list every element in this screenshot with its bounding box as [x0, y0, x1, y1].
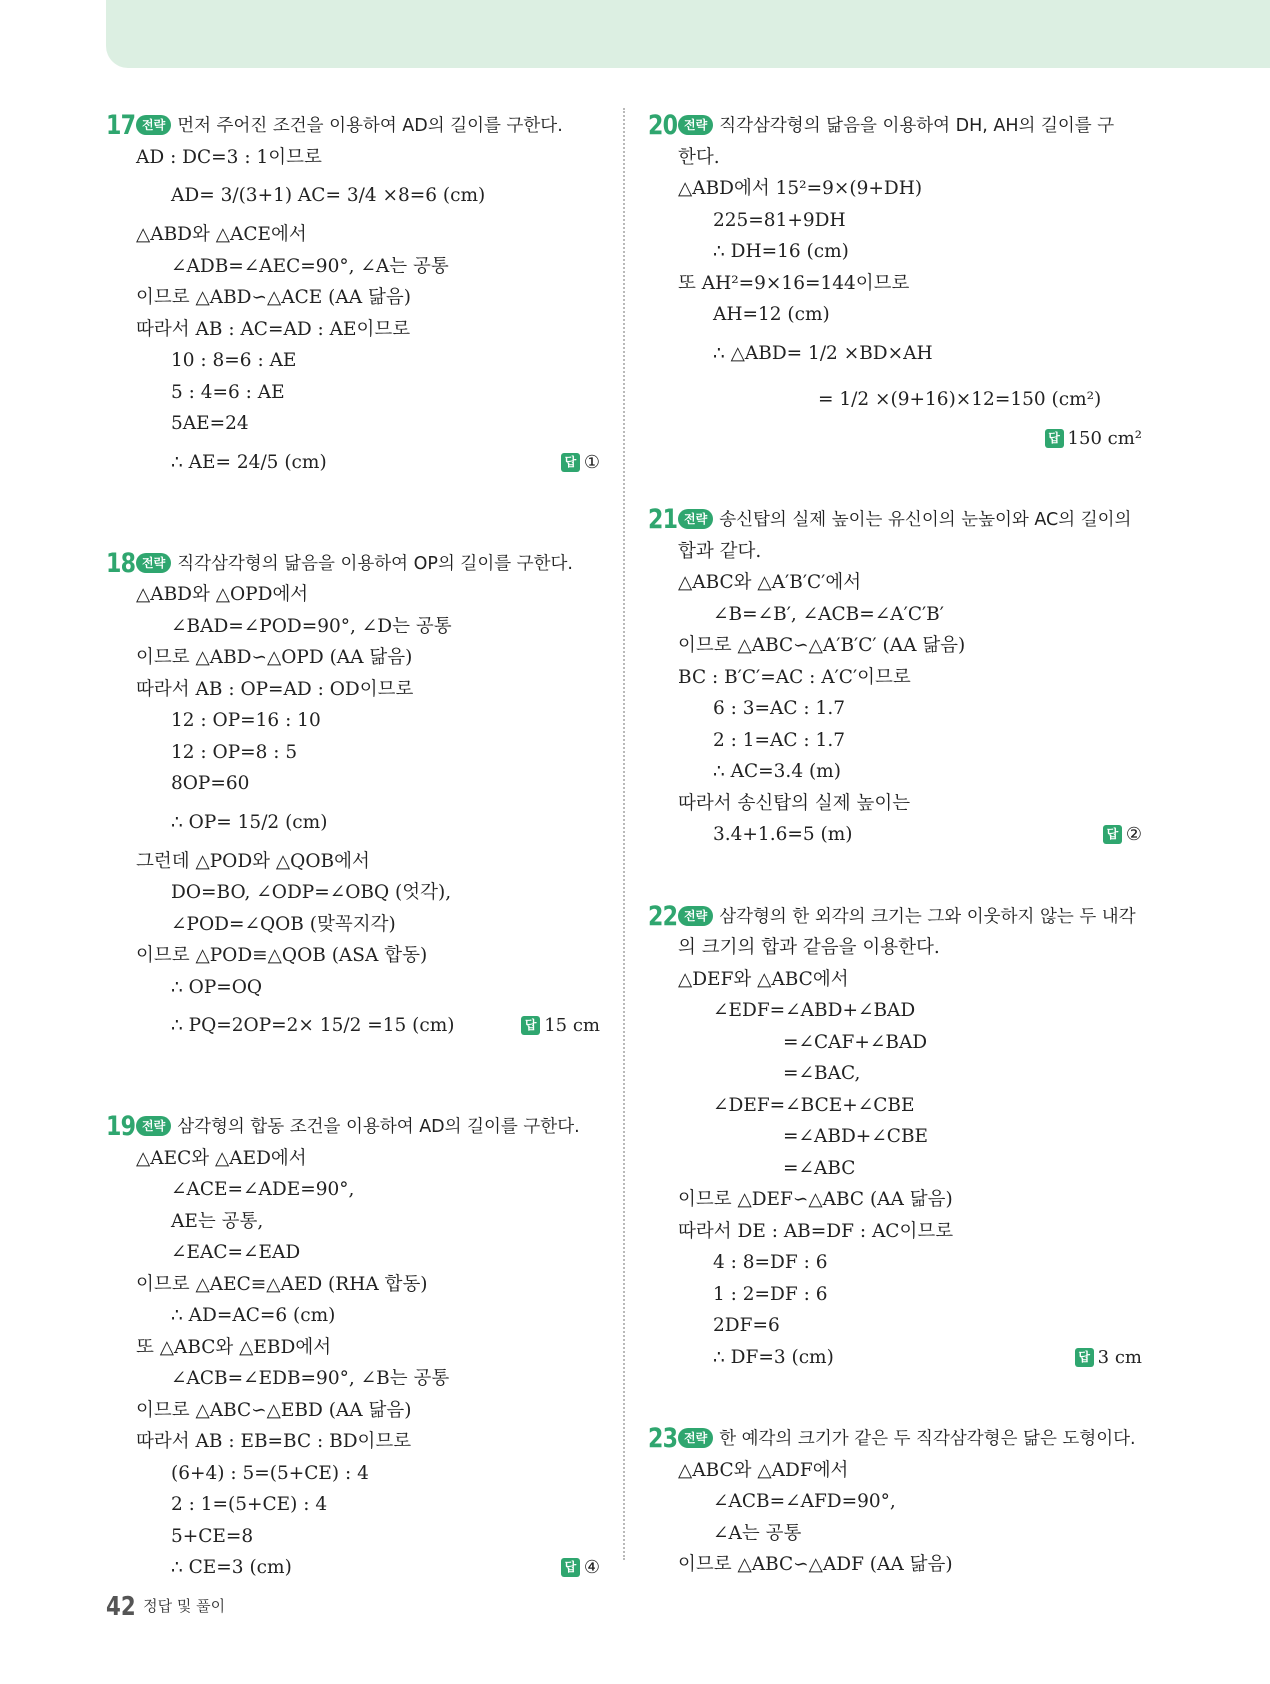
problem-number: 23 — [648, 1423, 678, 1454]
problem-spacer — [652, 454, 1142, 504]
solution-line — [110, 173, 600, 219]
solution-text: △ABC와 △A′B′C′에서 — [678, 572, 862, 593]
solution-text: ∴ PQ=2OP=2× 15/2 =15 (cm) — [171, 1015, 455, 1036]
solution-line — [652, 819, 1142, 851]
solution-line — [652, 423, 1142, 455]
answer-icon: 답 — [561, 453, 580, 472]
solution-text: ∴ OP= 15/2 (cm) — [171, 811, 328, 833]
solution-text: AD= 3/(3+1) AC= 3/4 ×8=6 (cm) — [171, 185, 486, 206]
solution-text: 그런데 △POD와 △QOB에서 — [136, 850, 370, 872]
problem-number: 17 — [106, 110, 136, 141]
solution-line — [652, 1247, 1142, 1279]
solution-text: 이므로 △POD≡△QOB (ASA 합동) — [136, 945, 428, 966]
solution-text: ∴ AC=3.4 (m) — [713, 761, 841, 782]
solution-text: 10 : 8=6 : AE — [171, 350, 297, 371]
answer-value: 150 cm² — [1067, 427, 1142, 449]
solution-text: 또 △ABC와 △EBD에서 — [136, 1336, 332, 1358]
solution-line — [652, 173, 1142, 205]
solution-text: BC : B′C′=AC : A′C′이므로 — [678, 666, 911, 688]
answer — [1045, 423, 1142, 455]
solution-line — [110, 1426, 600, 1458]
answer-value: 3 cm — [1097, 1346, 1142, 1368]
solution-text: △ABD와 △OPD에서 — [136, 584, 309, 605]
answer-value: ① — [583, 451, 600, 473]
solution-line — [652, 599, 1142, 631]
problem-spacer — [652, 1373, 1142, 1423]
solution-line — [110, 1489, 600, 1521]
solution-line — [648, 110, 1142, 142]
solution-line — [652, 567, 1142, 599]
solution-line — [106, 110, 600, 142]
solution-text: 의 크기의 합과 같음을 이용한다. — [678, 937, 940, 958]
solution-line — [106, 1111, 600, 1143]
solution-text: 이므로 △DEF∽△ABC (AA 닮음) — [678, 1189, 953, 1210]
solution-text: 225=81+9DH — [713, 209, 846, 231]
solution-text: ∠ACB=∠EDB=90°, ∠B는 공통 — [171, 1368, 450, 1389]
solution-text: 12 : OP=8 : 5 — [171, 741, 298, 763]
solution-text: 이므로 △AEC≡△AED (RHA 합동) — [136, 1273, 428, 1295]
solution-text: ∴ △ABD= 1/2 ×BD×AH — [713, 342, 933, 364]
answer-value: 15 cm — [544, 1015, 600, 1036]
solution-line — [652, 142, 1142, 174]
solution-line — [652, 1342, 1142, 1374]
solution-text: = 1/2 ×(9+16)×12=150 (cm²) — [818, 388, 1102, 410]
footer-label: 정답 및 풀이 — [143, 1597, 226, 1615]
solution-line — [110, 1332, 600, 1364]
problem-spacer — [110, 1049, 600, 1111]
column-divider — [623, 108, 625, 1560]
solution-line — [652, 1184, 1142, 1216]
solution-line — [652, 1518, 1142, 1550]
problem-23 — [648, 1423, 1142, 1581]
solution-line — [652, 1310, 1142, 1342]
problem-22 — [648, 900, 1142, 1374]
page-number: 42 — [106, 1592, 136, 1622]
solution-line — [110, 800, 600, 846]
right-column — [648, 110, 1142, 1581]
problem-17 — [106, 110, 600, 486]
solution-line — [110, 1552, 600, 1584]
answer — [561, 440, 600, 486]
strategy-badge: 전략 — [678, 1428, 713, 1448]
solution-text: ∠ACB=∠AFD=90°, — [713, 1491, 896, 1512]
problem-20 — [648, 110, 1142, 454]
strategy-text: 직각삼각형의 닮음을 이용하여 OP의 길이를 구한다. — [177, 553, 573, 574]
strategy-text: 직각삼각형의 닮음을 이용하여 DH, AH의 길이를 구 — [719, 116, 1115, 136]
solution-text: ∠EDF=∠ABD+∠BAD — [713, 1000, 916, 1021]
solution-text: 3.4+1.6=5 (m) — [713, 824, 853, 845]
solution-line — [110, 579, 600, 611]
solution-line — [110, 1174, 600, 1206]
solution-line — [652, 536, 1142, 568]
solution-line — [652, 1090, 1142, 1122]
solution-text: ∴ OP=OQ — [171, 976, 263, 998]
solution-line — [110, 674, 600, 706]
solution-text: ∠ADB=∠AEC=90°, ∠A는 공통 — [171, 255, 449, 277]
solution-text: 따라서 AB : AC=AD : AE이므로 — [136, 318, 411, 340]
solution-line — [110, 440, 600, 486]
problem-18 — [106, 547, 600, 1050]
solution-line — [110, 1300, 600, 1332]
solution-text: 5AE=24 — [171, 413, 249, 434]
solution-line — [652, 662, 1142, 694]
solution-text: 5+CE=8 — [171, 1525, 254, 1547]
solution-line — [648, 1423, 1142, 1455]
problem-spacer — [110, 486, 600, 548]
answer-value: ② — [1125, 824, 1142, 845]
solution-line — [110, 877, 600, 909]
solution-line — [652, 995, 1142, 1027]
problem-number: 22 — [648, 900, 678, 932]
solution-line — [110, 909, 600, 941]
answer — [1075, 1342, 1142, 1374]
solution-text: 2 : 1=AC : 1.7 — [713, 729, 845, 751]
solution-text: 따라서 송신탑의 실제 높이는 — [678, 792, 911, 814]
solution-text: DO=BO, ∠ODP=∠OBQ (엇각), — [171, 882, 452, 903]
problem-number: 19 — [106, 1111, 136, 1142]
strategy-badge: 전략 — [678, 509, 713, 529]
solution-line — [110, 1395, 600, 1427]
solution-text: 8OP=60 — [171, 773, 250, 794]
solution-line — [110, 737, 600, 769]
solution-text: △AEC와 △AED에서 — [136, 1147, 307, 1169]
solution-text: AD : DC=3 : 1이므로 — [136, 146, 322, 168]
solution-line — [652, 693, 1142, 725]
solution-text: 합과 같다. — [678, 540, 762, 562]
solution-text: AH=12 (cm) — [713, 304, 830, 325]
solution-line — [652, 725, 1142, 757]
solution-text: 2DF=6 — [713, 1315, 780, 1336]
problem-number: 20 — [648, 110, 678, 141]
solution-text: =∠ABC — [783, 1157, 856, 1179]
solution-text: 한다. — [678, 146, 720, 168]
solution-text: 이므로 △ABC∽△ADF (AA 닮음) — [678, 1554, 953, 1575]
problem-number: 21 — [648, 504, 678, 535]
answer-icon: 답 — [1045, 429, 1064, 448]
solution-line — [110, 314, 600, 346]
strategy-badge: 전략 — [136, 553, 171, 573]
solution-text: 이므로 △ABC∽△EBD (AA 닮음) — [136, 1399, 412, 1421]
solution-line — [648, 504, 1142, 536]
solution-text: 5 : 4=6 : AE — [171, 381, 285, 403]
solution-text: 이므로 △ABC∽△A′B′C′ (AA 닮음) — [678, 635, 966, 656]
solution-line — [652, 1153, 1142, 1185]
strategy-text: 삼각형의 합동 조건을 이용하여 AD의 길이를 구한다. — [177, 1117, 580, 1137]
solution-text: 따라서 AB : EB=BC : BD이므로 — [136, 1431, 412, 1452]
solution-line — [110, 1206, 600, 1238]
solution-text: ∠B=∠B′, ∠ACB=∠A′C′B′ — [713, 603, 944, 625]
problem-spacer — [652, 851, 1142, 901]
problem-19 — [106, 1111, 600, 1584]
solution-line — [652, 1058, 1142, 1090]
solution-line — [652, 756, 1142, 788]
solution-text: ∴ DF=3 (cm) — [713, 1346, 834, 1368]
solution-text: 12 : OP=16 : 10 — [171, 710, 321, 731]
solution-line — [110, 142, 600, 174]
solution-line — [110, 940, 600, 972]
solution-line — [652, 1549, 1142, 1581]
strategy-badge: 전략 — [136, 1116, 171, 1136]
solution-line — [110, 1521, 600, 1553]
strategy-badge: 전략 — [136, 115, 171, 135]
answer — [521, 1003, 600, 1049]
solution-line — [652, 268, 1142, 300]
strategy-text: 송신탑의 실제 높이는 유신이의 눈높이와 AC의 길이의 — [719, 510, 1132, 530]
solution-line — [652, 1216, 1142, 1248]
solution-text: =∠ABD+∠CBE — [783, 1126, 929, 1147]
answer — [561, 1552, 600, 1584]
solution-line — [652, 377, 1142, 423]
solution-text: ∠BAD=∠POD=90°, ∠D는 공통 — [171, 615, 452, 637]
solution-text: ∠EAC=∠EAD — [171, 1242, 301, 1263]
solution-text: 따라서 AB : OP=AD : OD이므로 — [136, 678, 414, 700]
solution-text: AE는 공통, — [171, 1210, 264, 1232]
solution-line — [652, 1455, 1142, 1487]
solution-line — [652, 1279, 1142, 1311]
solution-line — [110, 1458, 600, 1490]
strategy-badge: 전략 — [678, 115, 713, 135]
solution-line — [652, 630, 1142, 662]
solution-text: △ABD와 △ACE에서 — [136, 224, 307, 245]
problem-21 — [648, 504, 1142, 851]
solution-line — [110, 1237, 600, 1269]
solution-line — [652, 236, 1142, 268]
solution-line — [652, 1027, 1142, 1059]
solution-line — [110, 219, 600, 251]
solution-line — [110, 972, 600, 1004]
solution-text: 이므로 △ABD∽△OPD (AA 닮음) — [136, 647, 413, 668]
solution-text: 또 AH²=9×16=144이므로 — [678, 272, 910, 294]
solution-line — [110, 1143, 600, 1175]
solution-text: ∠A는 공통 — [713, 1522, 802, 1544]
answer-icon: 답 — [1075, 1348, 1094, 1367]
solution-line — [110, 1363, 600, 1395]
solution-line — [110, 251, 600, 283]
left-column — [106, 110, 600, 1584]
solution-line — [106, 547, 600, 580]
solution-text: 4 : 8=DF : 6 — [713, 1252, 828, 1273]
solution-line — [110, 705, 600, 737]
solution-text: ∠POD=∠QOB (맞꼭지각) — [171, 913, 396, 935]
solution-text: 1 : 2=DF : 6 — [713, 1283, 828, 1305]
strategy-text: 삼각형의 한 외각의 크기는 그와 이웃하지 않는 두 내각 — [719, 906, 1136, 927]
problem-number: 18 — [106, 547, 136, 579]
strategy-text: 한 예각의 크기가 같은 두 직각삼각형은 닮은 도형이다. — [719, 1429, 1136, 1449]
solution-text: △ABC와 △ADF에서 — [678, 1459, 849, 1481]
solution-text: ∴ DH=16 (cm) — [713, 241, 849, 262]
solution-text: ∴ CE=3 (cm) — [171, 1557, 292, 1578]
solution-text: ∠ACE=∠ADE=90°, — [171, 1179, 355, 1200]
solution-line — [652, 1486, 1142, 1518]
answer-icon: 답 — [1103, 825, 1122, 844]
solution-text: (6+4) : 5=(5+CE) : 4 — [171, 1462, 369, 1484]
answer-icon: 답 — [521, 1016, 540, 1035]
solution-text: =∠CAF+∠BAD — [783, 1031, 928, 1053]
strategy-badge: 전략 — [678, 906, 713, 926]
solution-line — [110, 1003, 600, 1049]
solution-text: △ABD에서 15²=9×(9+DH) — [678, 178, 923, 199]
solution-line — [652, 964, 1142, 996]
solution-text: 6 : 3=AC : 1.7 — [713, 698, 845, 719]
solution-line — [110, 345, 600, 377]
solution-text: ∴ AD=AC=6 (cm) — [171, 1305, 336, 1326]
solution-text: =∠BAC, — [783, 1063, 861, 1084]
solution-text: 이므로 △ABD∽△ACE (AA 닮음) — [136, 287, 411, 308]
solution-line — [652, 205, 1142, 237]
solution-line — [652, 331, 1142, 377]
solution-line — [652, 932, 1142, 964]
solution-text: 따라서 DE : AB=DF : AC이므로 — [678, 1220, 954, 1242]
solution-text: △DEF와 △ABC에서 — [678, 968, 849, 990]
page-footer — [106, 1592, 225, 1622]
strategy-text: 먼저 주어진 조건을 이용하여 AD의 길이를 구한다. — [177, 116, 563, 136]
solution-line — [652, 299, 1142, 331]
solution-line — [110, 282, 600, 314]
solution-line — [110, 846, 600, 878]
solution-line — [110, 408, 600, 440]
header-band — [106, 0, 1270, 68]
solution-line — [110, 377, 600, 409]
solution-line — [110, 768, 600, 800]
solution-line — [110, 642, 600, 674]
answer — [1103, 819, 1142, 851]
solution-text: 2 : 1=(5+CE) : 4 — [171, 1494, 328, 1515]
solution-text: ∠DEF=∠BCE+∠CBE — [713, 1094, 915, 1116]
solution-line — [110, 1269, 600, 1301]
solution-text: ∴ AE= 24/5 (cm) — [171, 451, 327, 473]
solution-line — [652, 788, 1142, 820]
solution-line — [652, 1121, 1142, 1153]
solution-line — [648, 900, 1142, 933]
solution-line — [110, 611, 600, 643]
answer-value: ④ — [583, 1557, 600, 1578]
answer-icon: 답 — [561, 1558, 580, 1577]
